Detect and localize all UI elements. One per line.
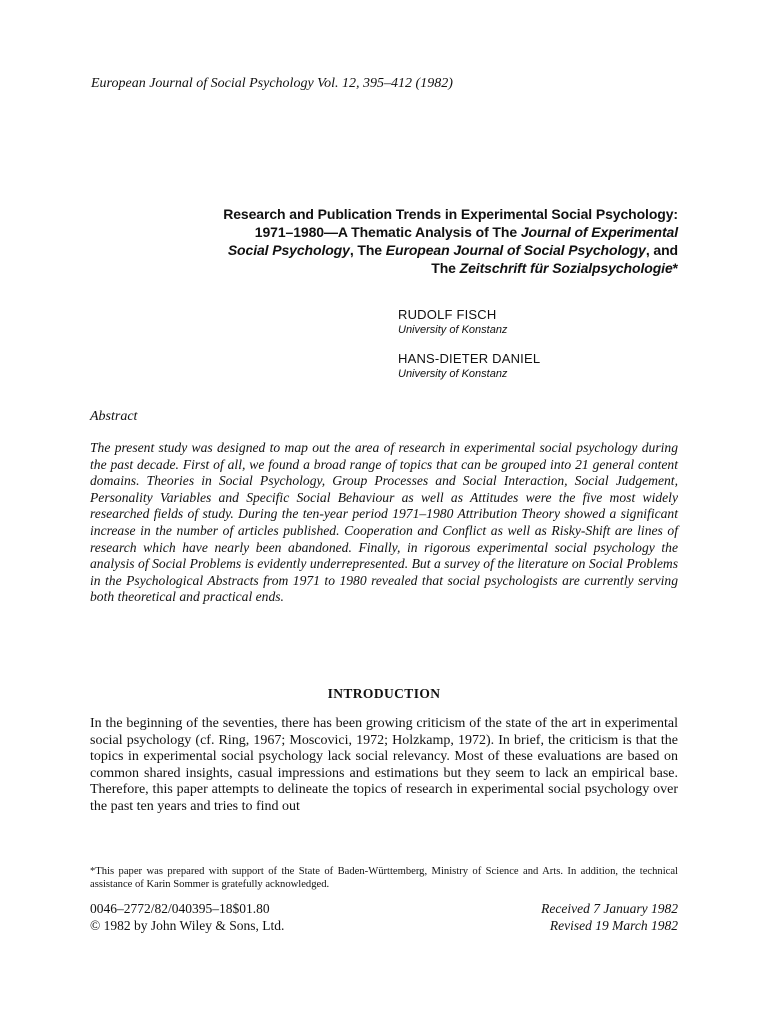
title-line-3-journal-a: Social Psychology: [227, 242, 350, 258]
author-affiliation: University of Konstanz: [398, 324, 508, 336]
title-line-4-journal: Zeitschrift für Sozialpsychologie: [459, 260, 673, 276]
section-heading-introduction: INTRODUCTION: [327, 686, 441, 701]
title-line-4: [88, 259, 678, 277]
article-code: 0046–2772/82/040395–18$01.80: [90, 901, 270, 916]
article-title: [88, 205, 678, 277]
title-line-2-journal: Journal of Experimental: [520, 224, 678, 240]
revised-date: Revised 19 March 1982: [549, 918, 678, 933]
title-line-4-text: The: [431, 260, 460, 276]
footnote: *This paper was prepared with support of the State of Baden-Württemberg, Ministry of Science and Arts. In addition, the technical assistance of Karin Sommer is gratefully acknowledged.: [90, 866, 678, 890]
introduction-paragraph: In the beginning of the seventies, there has been growing criticism of the state of the art in experimental social psychology (cf. Ring, 1967; Moscovici, 1972; Holzkamp, 1972). In brief, the criticism is that the topics in experimental social psychology lack social relevancy. Most of these evaluations are based on common shared insights, casual impressions and estimations but they seem to lack an empirical base. Therefore, this paper attempts to delineate the topics of research in experimental social psychology over the past ten years and tries to find out: [90, 716, 678, 814]
title-line-3-text-b: , and: [645, 242, 678, 258]
author-name: RUDOLF FISCH: [398, 307, 497, 322]
title-line-2: [88, 223, 678, 241]
title-line-2-text: 1971–1980—A Thematic Analysis of The: [254, 224, 521, 240]
author-block: [398, 306, 688, 337]
submission-dates: [400, 900, 678, 934]
author-list: [398, 306, 688, 394]
author-block: [398, 350, 688, 381]
publication-info: [90, 900, 390, 934]
title-line-3-text-a: , The: [349, 242, 386, 258]
title-line-1: Research and Publication Trends in Experimental Social Psychology:: [223, 206, 678, 222]
author-affiliation: University of Konstanz: [398, 368, 508, 380]
received-date: Received 7 January 1982: [541, 901, 678, 916]
title-line-3-journal-b: European Journal of Social Psychology: [385, 242, 646, 258]
author-name: HANS-DIETER DANIEL: [398, 351, 541, 366]
footnote-marker: *: [672, 260, 678, 276]
copyright-notice: © 1982 by John Wiley & Sons, Ltd.: [90, 918, 285, 933]
journal-citation: European Journal of Social Psychology Vol. 12, 395–412 (1982): [91, 76, 453, 91]
abstract-text: The present study was designed to map out the area of research in experimental social psychology during the past decade. First of all, we found a broad range of topics that can be grouped into 21 general content domains. Theories in Social Psychology, Group Processes and Social Interaction, Social Judgement, Personality Variables and Specific Social Behaviour as well as Attitudes were the five most widely researched fields of study. During the ten-year period 1971–1980 Attribution Theory showed a significant increase in the number of articles published. Cooperation and Conflict as well as Risky-Shift are lines of research which have nearly been abandoned. Finally, in rigorous experimental social psychology the analysis of Social Problems is evidently underrepresented. But a survey of the literature on Social Problems in the Psychological Abstracts from 1971 to 1980 revealed that social psychologists are currently serving both theoretical and practical ends.: [90, 440, 678, 605]
abstract-heading: Abstract: [90, 409, 138, 424]
title-line-3: [88, 241, 678, 259]
